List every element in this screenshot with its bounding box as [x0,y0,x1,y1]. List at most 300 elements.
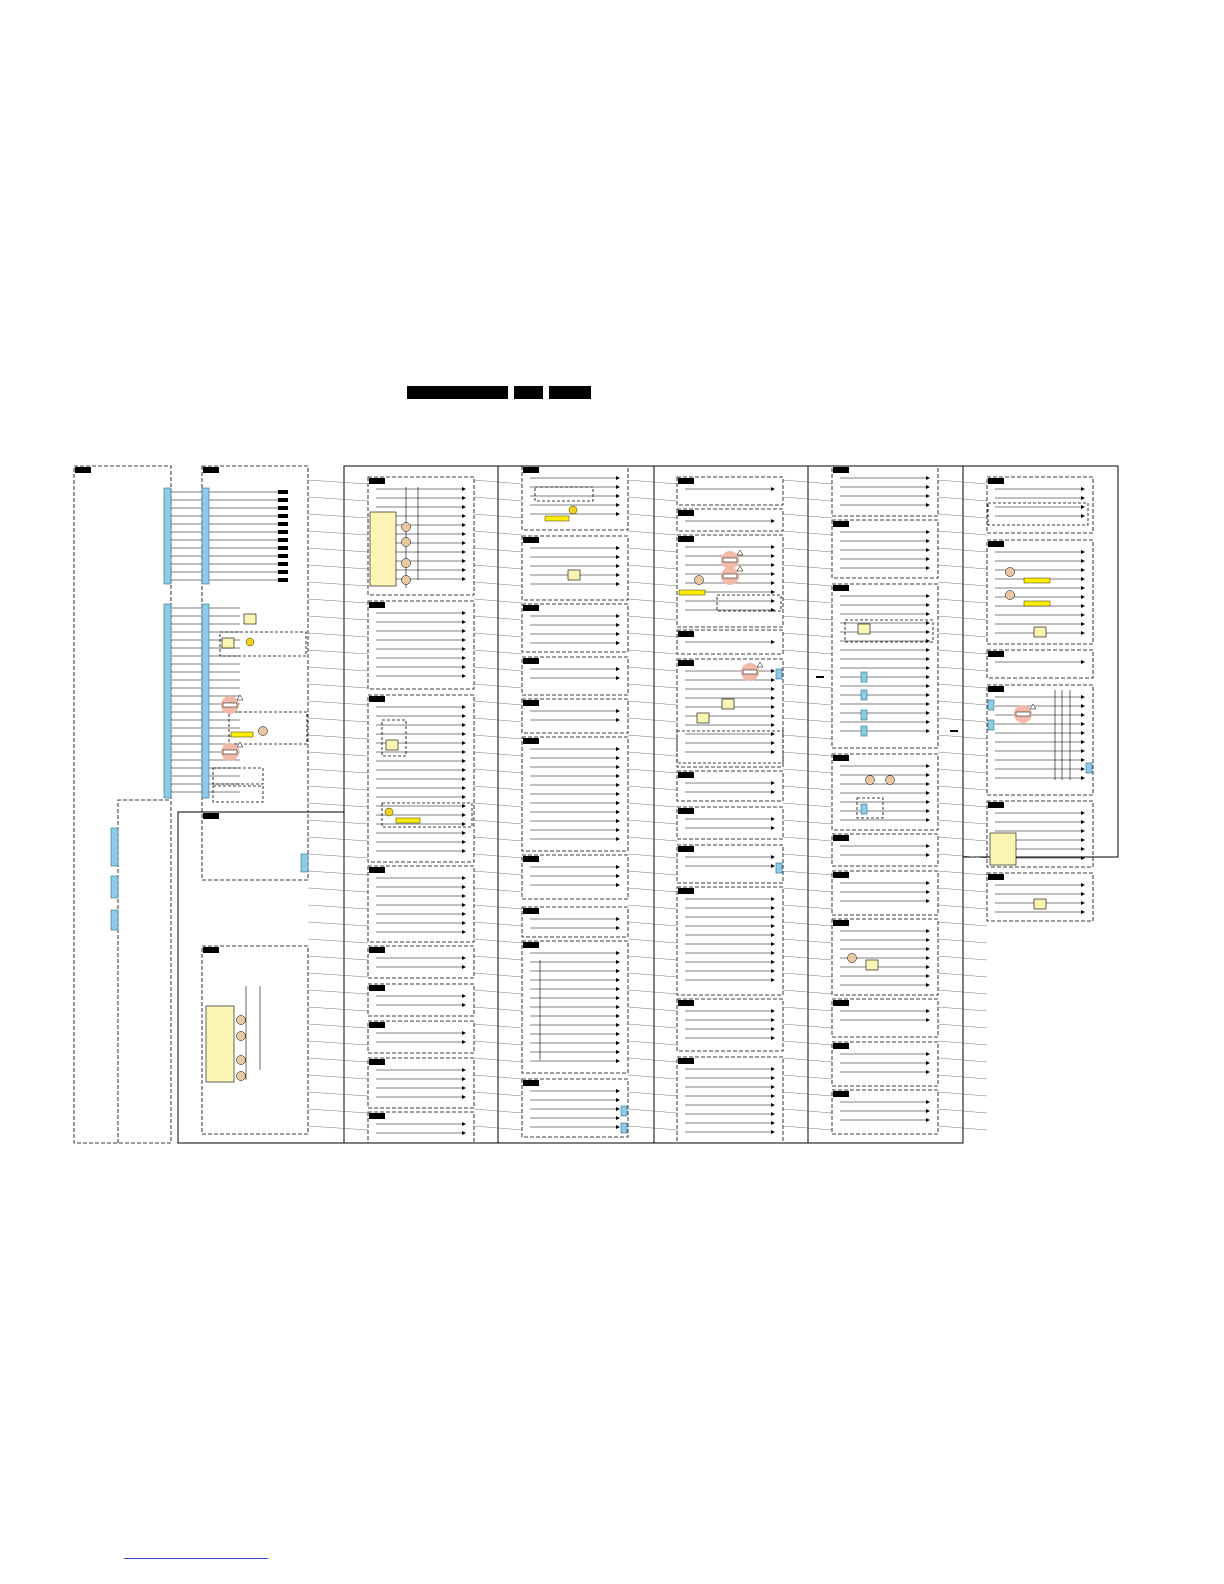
arrow-icon [462,505,466,509]
arrow-icon [771,687,775,691]
transistor-icon [259,727,268,736]
arrow-icon [616,564,620,568]
arrow-icon [462,1131,466,1135]
arrow-icon [926,675,930,679]
arrow-icon [771,750,775,754]
arrow-icon [1081,505,1085,509]
arrow-icon [1081,568,1085,572]
panel-tag-12 [369,1113,385,1119]
arrow-icon [616,1014,620,1018]
marker [816,676,824,678]
arrow-icon [926,764,930,768]
arrow-icon [616,494,620,498]
panel-tag-21 [523,942,539,948]
arrow-icon [926,853,930,857]
arrow-icon [771,678,775,682]
arrow-icon [771,714,775,718]
panel-tag-24 [678,510,694,516]
sub-box-11 [988,503,1088,525]
panel-tag-4 [369,478,385,484]
arrow-icon [616,783,620,787]
arrow-icon [926,782,930,786]
arrow-icon [462,723,466,727]
arrow-icon [616,632,620,636]
lamp-icon [569,506,577,514]
arrow-icon [1081,487,1085,491]
arrow-icon [926,938,930,942]
label-tag [231,732,253,737]
arrow-icon [616,883,620,887]
arrow-icon [1081,550,1085,554]
ic-block-icon [722,699,734,709]
panel-tag-42 [833,1043,849,1049]
arrow-icon [616,987,620,991]
arrow-icon [926,666,930,670]
terminal-icon [278,546,288,550]
panel-tag-40 [833,920,849,926]
arrow-icon [462,768,466,772]
label-tag [1024,578,1050,583]
arrow-icon [926,485,930,489]
panel-tag-7 [369,867,385,873]
arrow-icon [1081,604,1085,608]
arrow-icon [616,503,620,507]
arrow-icon [462,629,466,633]
panel-tag-8 [369,947,385,953]
arrow-icon [1081,910,1085,914]
arrow-icon [1081,749,1085,753]
panel-37 [832,754,938,830]
terminal-icon [278,498,288,502]
connector-icon [861,672,867,682]
arrow-icon [462,930,466,934]
ic-block-icon [1034,899,1046,909]
connector-icon [988,720,994,730]
lamp-icon [385,808,393,816]
arrow-icon [616,476,620,480]
panel-tag-16 [523,658,539,664]
arrow-icon [926,494,930,498]
arrow-icon [771,897,775,901]
arrow-icon [1081,577,1085,581]
arrow-icon [616,978,620,982]
transistor-icon [886,776,895,785]
label-tag [1024,601,1050,606]
arrow-icon [616,676,620,680]
panel-tag-35 [833,521,849,527]
arrow-icon [926,702,930,706]
label-tag [679,590,705,595]
panel-tag-36 [833,585,849,591]
panel-tag-47 [988,686,1004,692]
arrow-icon [771,781,775,785]
terminal-icon [278,570,288,574]
arrow-icon [616,1098,620,1102]
panel-36 [832,584,938,748]
fuse-icon [223,703,237,707]
transistor-icon [1006,568,1015,577]
panel-14 [522,536,628,600]
arrow-icon [616,865,620,869]
arrow-icon [771,519,775,523]
arrow-icon [771,1009,775,1013]
arrow-icon [616,969,620,973]
arrow-icon [771,581,775,585]
frame-2 [498,466,654,1143]
arrow-icon [771,969,775,973]
panel-tag-22 [523,1080,539,1086]
arrow-icon [771,855,775,859]
ic-block-icon [370,512,396,586]
panel-tag-27 [678,660,694,666]
arrow-icon [771,790,775,794]
arrow-icon [771,933,775,937]
panel-tag-29 [678,808,694,814]
arrow-icon [926,1070,930,1074]
arrow-icon [1081,704,1085,708]
frame-5 [963,466,1118,857]
arrow-icon [771,906,775,910]
panel-tag-37 [833,755,849,761]
arrow-icon [616,555,620,559]
arrow-icon [462,759,466,763]
arrow-icon [462,1003,466,1007]
arrow-icon [926,818,930,822]
ic-block-icon [866,960,878,970]
connector-icon [988,700,994,710]
arrow-icon [616,765,620,769]
connector-icon [861,804,867,814]
arrow-icon [462,750,466,754]
arrow-icon [616,1089,620,1093]
transistor-icon [695,576,704,585]
arrow-icon [926,929,930,933]
panel-tag-14 [523,537,539,543]
panel-tag-0 [75,467,91,473]
arrow-icon [462,777,466,781]
arrow-icon [616,874,620,878]
terminal-icon [278,522,288,526]
arrow-icon [462,532,466,536]
arrow-icon [926,557,930,561]
arrow-icon [1081,892,1085,896]
panel-tag-2 [203,813,219,819]
arrow-icon [616,1041,620,1045]
connector-icon [202,604,209,798]
panel-31 [677,887,783,995]
panel-tag-44 [988,478,1004,484]
frame-0 [178,812,344,1143]
panel-34 [832,466,938,516]
terminal-icon [278,514,288,518]
arrow-icon [1081,847,1085,851]
ic-block-icon [568,570,580,580]
arrow-icon [771,608,775,612]
arrow-icon [1081,559,1085,563]
connector-icon [621,1106,627,1116]
panel-27 [677,659,783,767]
connector-icon [111,828,118,866]
arrow-icon [1081,660,1085,664]
arrow-icon [771,590,775,594]
fuse-icon [723,574,737,578]
arrow-icon [616,546,620,550]
arrow-icon [462,921,466,925]
footer-link[interactable] [124,1558,268,1559]
transistor-icon [402,559,411,568]
arrow-icon [1081,622,1085,626]
arrow-icon [926,947,930,951]
arrow-icon [771,1121,775,1125]
arrow-icon [462,577,466,581]
panel-22 [522,1079,628,1137]
arrow-icon [616,828,620,832]
connector-icon [861,690,867,700]
arrow-icon [926,657,930,661]
arrow-icon [926,1118,930,1122]
terminal-icon [278,562,288,566]
arrow-icon [926,983,930,987]
transistor-icon [866,776,875,785]
arrow-icon [1081,731,1085,735]
arrow-icon [1081,631,1085,635]
arrow-icon [926,566,930,570]
panel-11 [368,1058,474,1108]
connector-icon [164,604,171,798]
arrow-icon [462,786,466,790]
connector-icon [776,863,782,873]
arrow-icon [926,548,930,552]
arrow-icon [771,1130,775,1134]
ic-block-icon [697,713,709,723]
warning-icon [1030,704,1036,709]
arrow-icon [771,1103,775,1107]
ic-block-icon [386,740,398,750]
arrow-icon [1081,595,1085,599]
marker [950,730,958,732]
arrow-icon [462,822,466,826]
panel-tag-23 [678,478,694,484]
panel-tag-38 [833,835,849,841]
arrow-icon [462,496,466,500]
arrow-icon [771,960,775,964]
connector-icon [621,1123,627,1133]
transistor-icon [237,1072,246,1081]
arrow-icon [1081,514,1085,518]
arrow-icon [616,1005,620,1009]
arrow-icon [462,665,466,669]
arrow-icon [462,795,466,799]
connector-icon [861,726,867,736]
arrow-icon [771,554,775,558]
arrow-icon [616,960,620,964]
arrow-icon [462,885,466,889]
arrow-icon [616,614,620,618]
arrow-icon [926,612,930,616]
arrow-icon [462,611,466,615]
panel-tag-31 [678,888,694,894]
panel-7 [368,866,474,942]
terminal-icon [278,538,288,542]
arrow-icon [926,809,930,813]
arrow-icon [926,800,930,804]
connector-icon [776,669,782,679]
arrow-icon [462,831,466,835]
arrow-icon [462,1040,466,1044]
arrow-icon [1081,883,1085,887]
arrow-icon [926,693,930,697]
arrow-icon [926,1009,930,1013]
arrow-icon [462,1122,466,1126]
arrow-icon [462,656,466,660]
arrow-icon [1081,695,1085,699]
arrow-icon [926,476,930,480]
arrow-icon [771,640,775,644]
panel-tag-28 [678,772,694,778]
arrow-icon [926,1109,930,1113]
arrow-icon [462,741,466,745]
panel-35 [832,520,938,578]
sub-box-8 [677,731,783,763]
arrow-icon [1081,586,1085,590]
arrow-icon [462,994,466,998]
panel-49 [987,873,1093,921]
arrow-icon [616,792,620,796]
arrow-icon [926,711,930,715]
ic-block-icon [1034,627,1046,637]
panel-tag-15 [523,605,539,611]
sub-box-2 [229,712,307,744]
panel-33 [677,1057,783,1143]
panel-0 [74,466,171,1143]
arrow-icon [926,1061,930,1065]
arrow-icon [771,978,775,982]
arrow-icon [616,667,620,671]
panel-tag-26 [678,631,694,637]
transistor-icon [402,523,411,532]
arrow-icon [462,705,466,709]
arrow-icon [926,791,930,795]
warning-icon [237,742,243,747]
arrow-icon [771,741,775,745]
panel-tag-9 [369,985,385,991]
arrow-icon [771,942,775,946]
arrow-icon [616,1107,620,1111]
arrow-icon [462,568,466,572]
arrow-icon [771,732,775,736]
frame-4 [808,466,963,1143]
arrow-icon [462,550,466,554]
arrow-icon [462,714,466,718]
transistor-icon [1006,591,1015,600]
panel-tag-3 [203,947,219,953]
arrow-icon [771,1112,775,1116]
arrow-icon [462,732,466,736]
arrow-icon [462,903,466,907]
panel-15 [522,604,628,652]
arrow-icon [616,1125,620,1129]
arrow-icon [926,684,930,688]
transistor-icon [237,1056,246,1065]
arrow-icon [462,1077,466,1081]
arrow-icon [616,709,620,713]
arrow-icon [616,801,620,805]
harness-path [118,800,170,1143]
panel-2 [202,812,308,880]
arrow-icon [462,1068,466,1072]
arrow-icon [771,705,775,709]
arrow-icon [462,1031,466,1035]
label-tag [545,516,569,521]
panel-tag-30 [678,846,694,852]
terminal-icon [278,530,288,534]
arrow-icon [771,951,775,955]
arrow-icon [771,1085,775,1089]
panel-tag-1 [203,467,219,473]
arrow-icon [616,1032,620,1036]
arrow-icon [926,1018,930,1022]
arrow-icon [616,1023,620,1027]
arrow-icon [926,729,930,733]
arrow-icon [616,1050,620,1054]
ic-block-icon [858,624,870,634]
panel-tag-32 [678,1000,694,1006]
panel-47 [987,685,1093,795]
panel-13 [522,466,628,530]
arrow-icon [462,1095,466,1099]
connector-icon [111,910,118,930]
arrow-icon [616,573,620,577]
arrow-icon [1081,496,1085,500]
arrow-icon [1081,901,1085,905]
arrow-icon [771,1027,775,1031]
terminal-icon [278,554,288,558]
arrow-icon [1081,722,1085,726]
arrow-icon [462,804,466,808]
panel-tag-10 [369,1022,385,1028]
arrow-icon [926,1052,930,1056]
arrow-icon [462,1086,466,1090]
arrow-icon [462,674,466,678]
fuse-icon [1016,712,1030,716]
warning-icon [737,550,743,555]
panel-tag-39 [833,872,849,878]
arrow-icon [616,926,620,930]
arrow-icon [616,623,620,627]
arrow-icon [462,813,466,817]
arrow-icon [771,826,775,830]
panel-tag-20 [523,908,539,914]
arrow-icon [771,563,775,567]
arrow-icon [926,720,930,724]
arrow-icon [616,641,620,645]
arrow-icon [1081,829,1085,833]
arrow-icon [926,539,930,543]
ic-block-icon [990,833,1016,865]
arrow-icon [771,1036,775,1040]
arrow-icon [771,572,775,576]
arrow-icon [1081,776,1085,780]
arrow-icon [926,844,930,848]
arrow-icon [616,837,620,841]
sub-box-0 [535,487,593,501]
arrow-icon [616,1059,620,1063]
panel-32 [677,999,783,1051]
arrow-icon [616,718,620,722]
arrow-icon [462,849,466,853]
arrow-icon [616,810,620,814]
arrow-icon [926,621,930,625]
